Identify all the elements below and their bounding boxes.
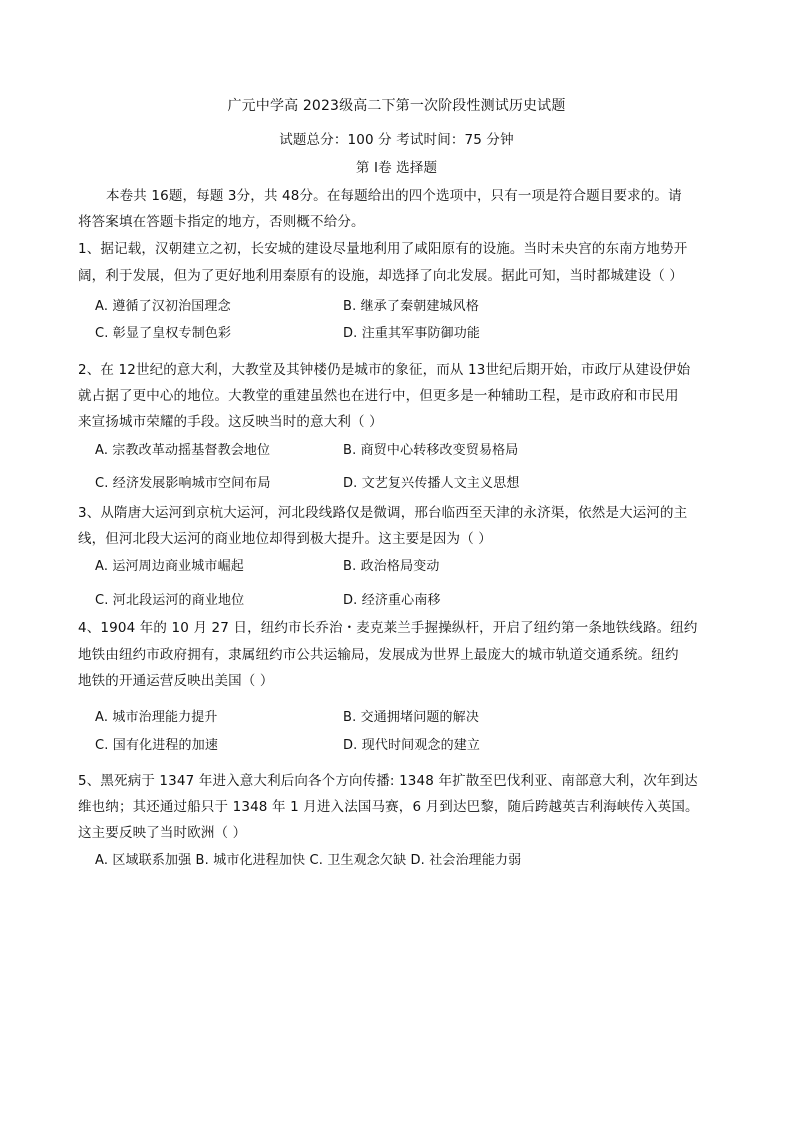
question-stem-line: 这主要反映了当时欧洲（ ） [78,825,247,841]
question-stem-line: 地铁的开通运营反映出美国（ ） [78,673,274,689]
option-b: B. 政治格局变动 [343,559,440,574]
option-d: D. 注重其军事防御功能 [343,326,481,341]
option-c: C. 国有化进程的加速 [95,738,218,753]
option-d: D. 现代时间观念的建立 [343,738,481,753]
question-stem-line: 4、1904 年的 10 月 27 日，纽约市长乔治・麦克莱兰手握操纵杆，开启了纽约第一条地铁线路。纽约 [78,620,698,636]
option-a: A. 城市治理能力提升 [95,710,218,725]
question-stem-line: 5、黑死病于 1347 年进入意大利后向各个方向传播: 1348 年扩散至巴伐利亚、南部意大利，次年到达 [78,773,698,789]
instructions-line-1: 本卷共 16题，每题 3分，共 48分。在每题给出的四个选项中，只有一项是符合题目要求的。请 [106,188,682,204]
option-b: B. 继承了秦朝建城风格 [343,299,479,314]
question-stem-line: 就占据了更中心的地位。大教堂的重建虽然也在进行中，但更多是一种辅助工程，是市政府和市民用 [78,388,679,404]
option-a: A. 运河周边商业城市崛起 [95,559,244,574]
question-stem-line: 地铁由纽约市政府拥有，隶属纽约市公共运输局，发展成为世界上最庞大的城市轨道交通系统。纽约 [78,647,679,663]
exam-title: 广元中学高 2023级高二下第一次阶段性测试历史试题 [227,98,566,114]
instructions-line-2: 将答案填在答题卡指定的地方，否则概不给分。 [78,214,365,230]
question-stem-line: 1、据记载，汉朝建立之初，长安城的建设尽量地利用了咸阳原有的设施。当时未央宫的东南方地势开 [78,241,688,257]
question-stem-line: 阔，利于发展，但为了更好地利用秦原有的设施，却选择了向北发展。据此可知，当时都城建设（ ） [78,268,684,284]
question-stem-line: 3、从隋唐大运河到京杭大运河，河北段线路仅是微调，邢台临西至天津的永济渠，依然是大运河的主 [78,505,688,521]
question-stem-line: 线，但河北段大运河的商业地位却得到极大提升。这主要是因为（ ） [78,531,492,547]
options-inline: A. 区域联系加强 B. 城市化进程加快 C. 卫生观念欠缺 D. 社会治理能力弱 [95,853,522,868]
question-stem-line: 来宣扬城市荣耀的手段。这反映当时的意大利（ ） [78,414,383,430]
option-c: C. 河北段运河的商业地位 [95,593,245,608]
option-a: A. 遵循了汉初治国理念 [95,299,231,314]
option-c: C. 经济发展影响城市空间布局 [95,476,271,491]
section-title: 第 I卷 选择题 [355,160,438,176]
option-a: A. 宗教改革动摇基督教会地位 [95,443,271,458]
option-d: D. 经济重心南移 [343,593,441,608]
option-d: D. 文艺复兴传播人文主义思想 [343,476,520,491]
question-stem-line: 2、在 12世纪的意大利，大教堂及其钟楼仍是城市的象征，而从 13世纪后期开始，市政厅从建设伊始 [78,362,691,378]
question-stem-line: 维也纳；其还通过船只于 1348 年 1 月进入法国马赛，6 月到达巴黎，随后跨越英吉利海峡传入英国。 [78,799,699,815]
exam-meta: 试题总分：100 分 考试时间：75 分钟 [279,132,514,148]
option-b: B. 商贸中心转移改变贸易格局 [343,443,519,458]
option-c: C. 彰显了皇权专制色彩 [95,326,232,341]
option-b: B. 交通拥堵问题的解决 [343,710,479,725]
